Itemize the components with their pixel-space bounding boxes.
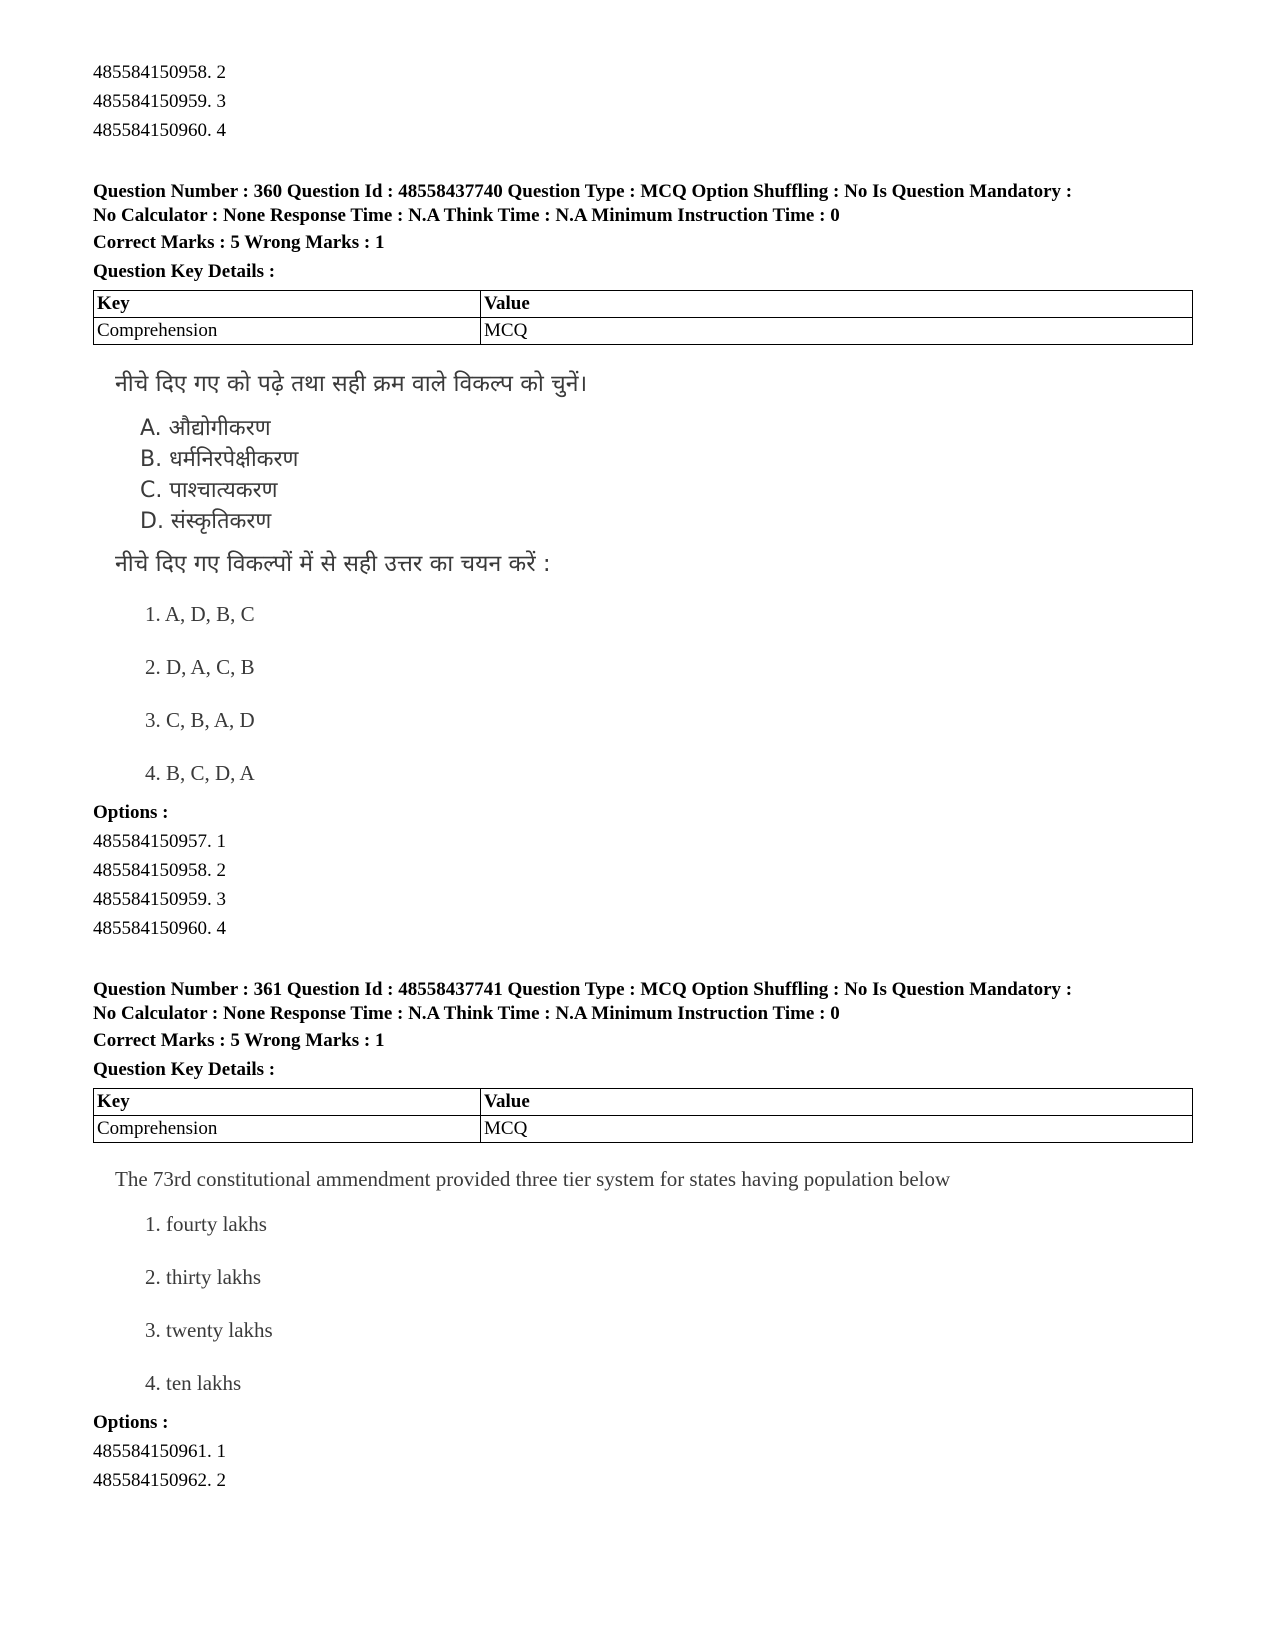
option-line: 485584150958. 2 (93, 860, 226, 881)
option-line: 485584150961. 1 (93, 1441, 226, 1462)
answer-choice: 1. fourty lakhs (145, 1212, 267, 1236)
answer-choice: 1. A, D, B, C (145, 602, 255, 626)
statement-item: D. संस्कृतिकरण (140, 509, 272, 534)
options-label: Options : (93, 802, 169, 823)
table-cell-key: Comprehension (94, 318, 481, 345)
question-key-table (93, 1088, 1193, 1143)
question-stem: The 73rd constitutional ammendment provided three tier system for states having population below (115, 1167, 951, 1191)
question-image (93, 357, 1193, 786)
answer-choice: 3. twenty lakhs (145, 1318, 273, 1342)
answer-choice: 3. C, B, A, D (145, 708, 255, 732)
question-key-table (93, 290, 1193, 345)
document-page (93, 58, 1193, 1495)
answer-choices (115, 593, 1193, 786)
table-row (94, 1116, 1193, 1143)
question-block-360 (93, 180, 1193, 943)
option-line: 485584150960. 4 (93, 120, 226, 141)
question-meta-line: No Calculator : None Response Time : N.A Think Time : N.A Minimum Instruction Time : 0 (93, 1003, 840, 1024)
table-header-row (94, 1089, 1193, 1116)
option-line: 485584150959. 3 (93, 91, 226, 112)
table-header-key: Key (94, 1089, 481, 1116)
answer-choice: 2. D, A, C, B (145, 655, 255, 679)
table-header-value: Value (481, 291, 1193, 318)
answer-choice: 2. thirty lakhs (145, 1265, 262, 1289)
table-header-row (94, 291, 1193, 318)
question-meta-line: Question Number : 360 Question Id : 48558437740 Question Type : MCQ Option Shuffling : No Is Question Mandatory : (93, 181, 1073, 202)
marks-line: Correct Marks : 5 Wrong Marks : 1 (93, 232, 385, 253)
options-label: Options : (93, 1412, 169, 1433)
answer-choice: 4. B, C, D, A (145, 761, 255, 785)
previous-options-list (93, 58, 1193, 145)
table-row (94, 318, 1193, 345)
key-details-label: Question Key Details : (93, 261, 276, 282)
statement-item: B. धर्मनिरपेक्षीकरण (140, 447, 299, 472)
table-cell-value: MCQ (481, 318, 1193, 345)
key-details-label: Question Key Details : (93, 1059, 276, 1080)
option-line: 485584150958. 2 (93, 62, 226, 83)
question-stem: नीचे दिए गए को पढ़े तथा सही क्रम वाले विकल्प को चुनें। (115, 371, 588, 397)
question-meta-line: No Calculator : None Response Time : N.A Think Time : N.A Minimum Instruction Time : 0 (93, 205, 840, 226)
table-cell-value: MCQ (481, 1116, 1193, 1143)
question-instruction: नीचे दिए गए विकल्पों में से सही उत्तर का चयन करें : (115, 551, 551, 577)
answer-choice: 4. ten lakhs (145, 1371, 242, 1395)
question-image (93, 1155, 1193, 1396)
question-block-361 (93, 978, 1193, 1495)
table-header-key: Key (94, 291, 481, 318)
question-meta-line: Question Number : 361 Question Id : 48558437741 Question Type : MCQ Option Shuffling : No Is Question Mandatory : (93, 979, 1073, 1000)
answer-choices (115, 1203, 1193, 1396)
statement-item: A. औद्योगीकरण (140, 416, 271, 441)
table-header-value: Value (481, 1089, 1193, 1116)
marks-line: Correct Marks : 5 Wrong Marks : 1 (93, 1030, 385, 1051)
option-line: 485584150959. 3 (93, 889, 226, 910)
statement-list (115, 413, 1193, 537)
table-cell-key: Comprehension (94, 1116, 481, 1143)
option-line: 485584150962. 2 (93, 1470, 226, 1491)
option-line: 485584150957. 1 (93, 831, 226, 852)
statement-item: C. पाश्चात्यकरण (140, 478, 278, 503)
option-line: 485584150960. 4 (93, 918, 226, 939)
